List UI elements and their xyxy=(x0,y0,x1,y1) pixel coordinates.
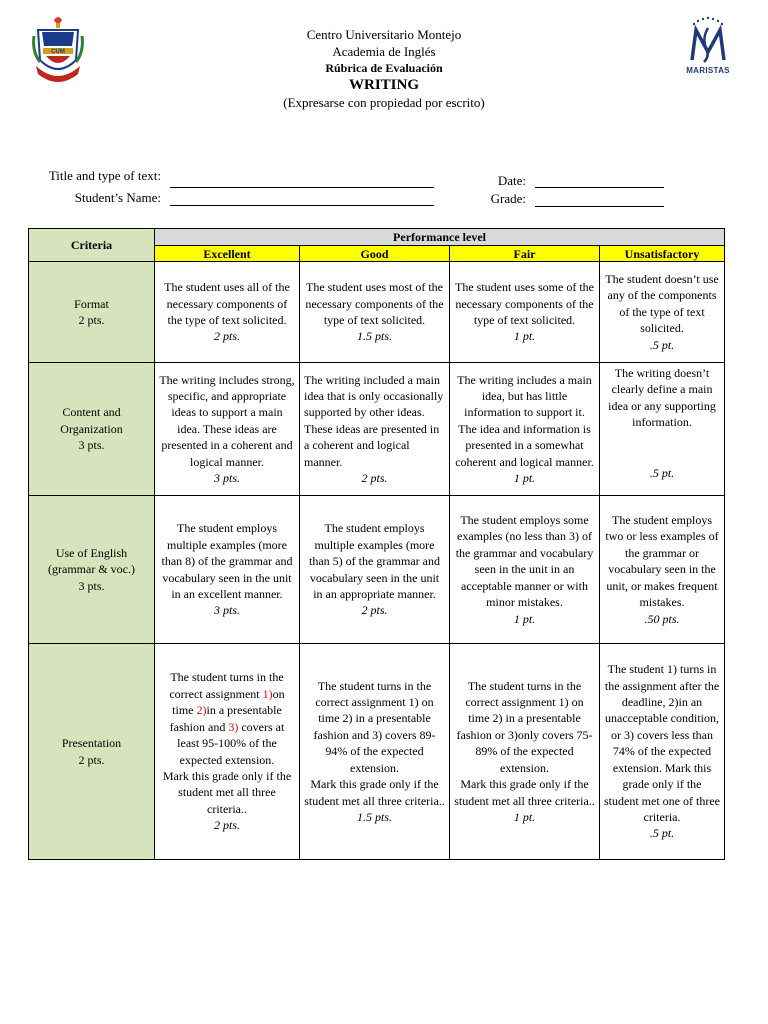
rubric-cell: The student doesn’t use any of the components of the type of text solicited. .5 pt. xyxy=(600,262,725,363)
table-row xyxy=(29,262,725,363)
skill-title: WRITING xyxy=(348,77,419,93)
criteria-header: Criteria xyxy=(29,229,155,262)
document-header xyxy=(0,26,768,111)
rubric-cell: The student uses all of the necessary components of the type of text solicited. 2 pts. xyxy=(155,262,300,363)
academy-name: Academia de Inglés xyxy=(332,44,436,59)
criteria-format: Format 2 pts. xyxy=(29,262,155,363)
rubric-cell: The student employs multiple examples (more than 8) of the grammar and vocabulary seen in the unit in an excellent manner. 3 pts. xyxy=(155,496,300,644)
name-field-label: Student’s Name: xyxy=(74,190,161,205)
criteria-content-organization: Content and Organization 3 pts. xyxy=(29,363,155,496)
rubric-title: Rúbrica de Evaluación xyxy=(325,61,443,75)
maristas-wordmark: MARISTAS xyxy=(686,66,730,75)
date-field-line[interactable] xyxy=(535,187,664,188)
cum-logo-text: CUM xyxy=(51,49,65,55)
rubric-cell: The writing includes a main idea, but has little information to support it. The idea and information is presented in a somewhat coherent and logical manner. 1 pt. xyxy=(450,363,600,496)
rubric-cell: The student turns in the correct assignment 1) on time 2) in a presentable fashion or 3)only covers 75-89% of the expected extension. Mark this grade only if the student met all three criteria.. 1 pt. xyxy=(450,644,600,860)
name-field-line[interactable] xyxy=(170,205,434,206)
performance-level-header: Performance level xyxy=(155,229,725,246)
level-excellent-header: Excellent xyxy=(155,246,300,262)
rubric-cell: The student employs two or less examples of the grammar or vocabulary seen in the unit, or makes frequent mistakes. .50 pts. xyxy=(600,496,725,644)
rubric-cell: The writing includes strong, specific, and appropriate ideas to support a main idea. These ideas are presented in a coherent and logical manner. 3 pts. xyxy=(155,363,300,496)
institution-name: Centro Universitario Montejo xyxy=(306,27,462,42)
rubric-cell: The student 1) turns in the assignment after the deadline, 2)in an unacceptable condition, or 3) covers less than 74% of the expected extension. Mark this grade only if the student met one of three criteria. .5 pt. xyxy=(600,644,725,860)
title-field-line[interactable] xyxy=(170,187,434,188)
title-field-label: Title and type of text: xyxy=(48,168,161,183)
grade-field-line[interactable] xyxy=(535,206,664,207)
date-field-label: Date: xyxy=(497,173,526,188)
criterion-marker: 3) xyxy=(228,719,239,734)
level-good-header: Good xyxy=(300,246,450,262)
table-row xyxy=(29,644,725,860)
rubric-cell: The student uses some of the necessary components of the type of text solicited. 1 pt. xyxy=(450,262,600,363)
level-unsatisfactory-header: Unsatisfactory xyxy=(600,246,725,262)
level-fair-header: Fair xyxy=(450,246,600,262)
table-row xyxy=(29,496,725,644)
rubric-cell: The student uses most of the necessary components of the type of text solicited. 1.5 pts. xyxy=(300,262,450,363)
table-row xyxy=(29,363,725,496)
rubric-cell: The student turns in the correct assignment 1) on time 2) in a presentable fashion and 3) covers 89-94% of the expected extension. Mark this grade only if the student met all three criteria.. 1.5 pts. xyxy=(300,644,450,860)
rubric-cell: The student employs some examples (no less than 3) of the grammar and vocabulary seen in the unit in an acceptable manner or with minor mistakes. 1 pt. xyxy=(450,496,600,644)
grade-field-label: Grade: xyxy=(490,191,526,206)
criterion-marker: 1) xyxy=(262,686,273,701)
rubric-cell: The writing doesn’t clearly define a main idea or any supporting information. .5 pt. xyxy=(600,363,725,496)
skill-subtitle: (Expresarse con propiedad por escrito) xyxy=(283,95,485,110)
rubric-cell: The writing included a main idea that is only occasionally supported by other ideas. These ideas are presented in a coherent and logical manner. 2 pts. xyxy=(300,363,450,496)
rubric-cell: The student turns in the correct assignment 1)on time 2)in a presentable fashion and 3) covers at least 95-100% of the expected extension. Mark this grade only if the student met all three criteria.. 2 pts. xyxy=(155,644,300,860)
criterion-marker: 2) xyxy=(196,703,207,718)
rubric-table xyxy=(28,228,725,860)
rubric-cell: The student employs multiple examples (more than 5) of the grammar and vocabulary seen in the unit in an appropriate manner. 2 pts. xyxy=(300,496,450,644)
criteria-presentation: Presentation 2 pts. xyxy=(29,644,155,860)
criteria-use-of-english: Use of English (grammar & voc.) 3 pts. xyxy=(29,496,155,644)
